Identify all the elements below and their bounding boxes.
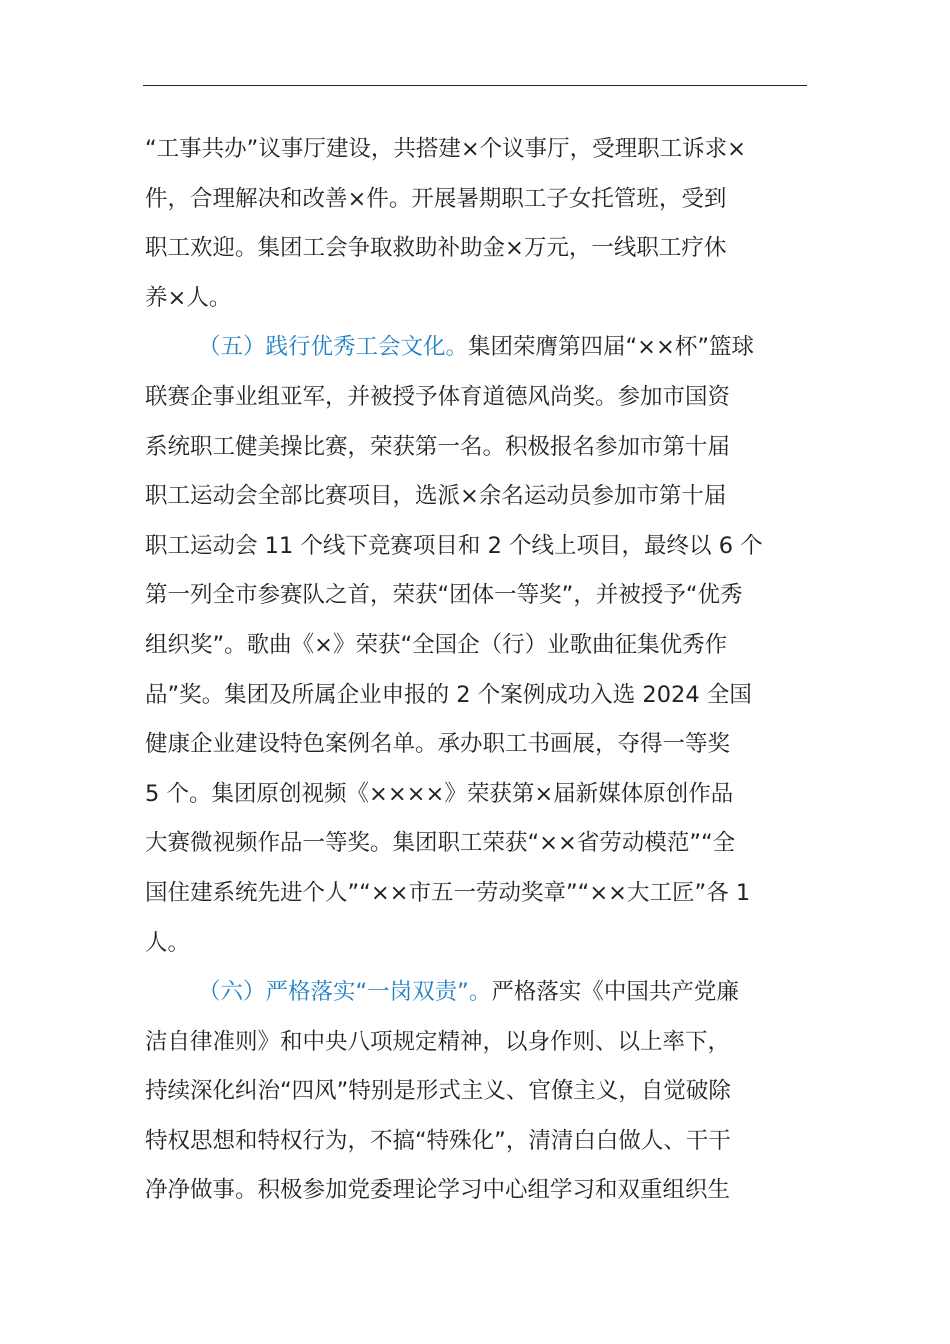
text-line: 品”奖。集团及所属企业申报的 2 个案例成功入选 2024 全国 (145, 681, 752, 708)
section-heading-five: （五）践行优秀工会文化。 (198, 334, 469, 361)
text-line: 联赛企事业组亚军，并被授予体育道德风尚奖。参加市国资 (145, 383, 731, 410)
text-line: 第一列全市参赛队之首，荣获“团体一等奖”，并被授予“优秀 (145, 582, 743, 609)
text-line: 件，合理解决和改善×件。开展暑期职工子女托管班，受到 (145, 185, 727, 212)
text-line: 特权思想和特权行为，不搞“特殊化”，清清白白做人、干干 (145, 1127, 731, 1154)
text-line: 国住建系统先进个人”“××市五一劳动奖章”“××大工匠”各 1 (145, 879, 751, 906)
text-run: 严格落实《中国共产党廉 (491, 979, 739, 1006)
text-line: 净净做事。积极参加党委理论学习中心组学习和双重组织生 (145, 1177, 731, 1204)
section-six-first-line (145, 968, 808, 1018)
text-line: 职工欢迎。集团工会争取救助补助金×万元，一线职工疗休 (145, 235, 727, 262)
document-body (145, 125, 808, 1216)
text-line: 健康企业建设特色案例名单。承办职工书画展，夺得一等奖 (145, 731, 731, 758)
text-line: 人。 (145, 929, 191, 956)
text-line: “工事共办”议事厅建设，共搭建×个议事厅，受理职工诉求× (145, 136, 747, 162)
text-line: 持续深化纠治“四风”特别是形式主义、官僚主义，自觉破除 (145, 1078, 731, 1105)
header-rule (143, 85, 807, 86)
text-line: 职工运动会全部比赛项目，选派×余名运动员参加市第十届 (145, 483, 727, 510)
text-line: 洁自律准则》和中央八项规定精神，以身作则、以上率下， (145, 1028, 731, 1055)
text-line: 大赛微视频作品一等奖。集团职工荣获“××省劳动模范”“全 (145, 830, 736, 857)
text-run: 集团荣膺第四届“××杯”篮球 (468, 334, 755, 361)
text-line: 5 个。集团原创视频《××××》荣获第×届新媒体原创作品 (145, 780, 734, 807)
text-line: 职工运动会 11 个线下竞赛项目和 2 个线上项目，最终以 6 个 (145, 532, 763, 559)
text-line: 养×人。 (145, 284, 232, 311)
section-heading-six: （六）严格落实“一岗双责”。 (198, 979, 492, 1006)
section-five-first-line (145, 323, 808, 373)
text-line: 组织奖”。歌曲《×》荣获“全国企（行）业歌曲征集优秀作 (145, 631, 728, 658)
text-line: 系统职工健美操比赛，荣获第一名。积极报名参加市第十届 (145, 433, 731, 460)
